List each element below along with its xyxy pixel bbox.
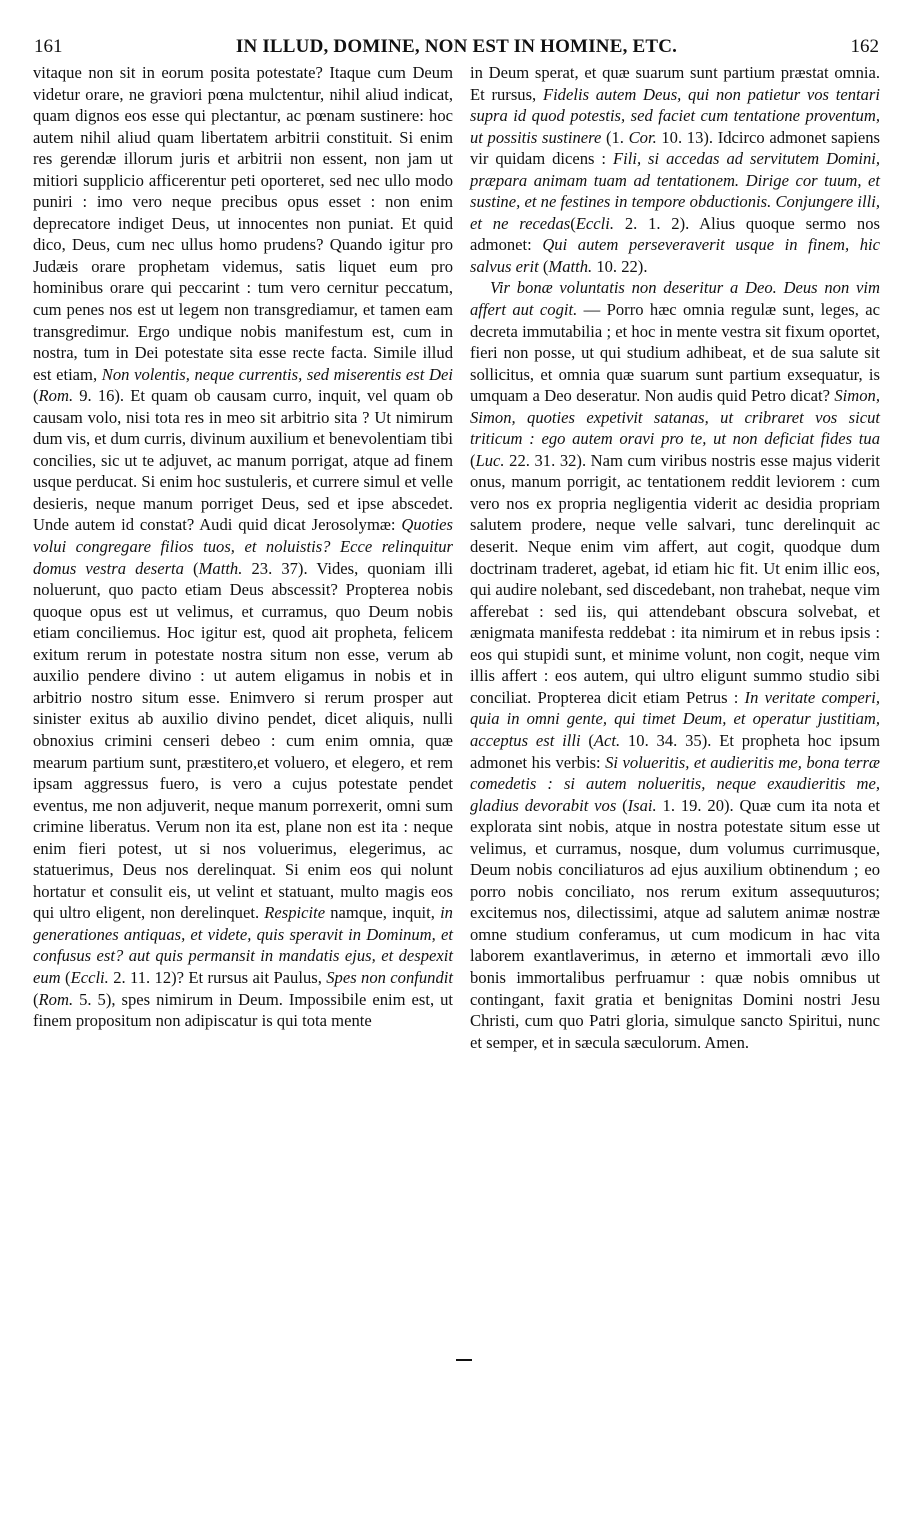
right-column	[470, 62, 880, 1053]
page-number-left: 161	[34, 36, 63, 57]
italic-run: In veritate comperi, quia in omni gente, qui timet Deum, et operatur justitiam, acceptus est illi	[470, 687, 880, 750]
italic-run: Respicite	[264, 903, 326, 923]
italic-run: Quoties volui congregare filios tuos, et noluistis? Ecce relinquitur domus vestra deserta	[33, 515, 453, 578]
text-run: (1.	[601, 127, 629, 147]
italic-run: Rom.	[38, 386, 74, 406]
text-run: 10. 34. 35). Et propheta hoc ipsum admonet his verbis:	[470, 730, 880, 772]
text-run: (	[183, 558, 199, 578]
page-number-right: 162	[850, 36, 879, 57]
text-run: (	[33, 386, 39, 406]
italic-run: Si volueritis, et audieritis me, bona terræ comedetis : si autem nolueritis, neque exaudieritis me, gladius devorabit vos	[470, 752, 880, 815]
text-run: 5. 5), spes nimirum in Deum. Impossibile enim est, ut finem propositum non adipiscatur is qui tota mente	[33, 989, 453, 1031]
italic-run: Non volentis, neque currentis, sed miserentis est Dei	[101, 364, 453, 384]
italic-run: Matth.	[198, 558, 243, 578]
text-run: 10. 22).	[592, 256, 648, 276]
italic-run: Cor.	[628, 127, 657, 147]
text-run: (	[616, 795, 628, 815]
italic-run: Luc.	[475, 450, 505, 470]
italic-run: Rom.	[38, 989, 74, 1009]
paragraph	[470, 277, 880, 1053]
italic-run: Fili, si accedas ad servitutem Domini, præpara animam tuam ad tentationem. Dirige cor tuum, et sustine, et ne festines in tempore obductionis. Conjungere illi, et ne recedas	[470, 149, 880, 233]
text-run: (	[580, 730, 594, 750]
text-run: (	[60, 967, 71, 987]
text-run: (	[470, 450, 476, 470]
text-run: 2. 1. 2). Alius quoque sermo nos admonet:	[470, 213, 880, 255]
text-run: 1. 19. 20). Quæ cum ita nota et explorata sint nobis, atque in nostra potestate situm esse ut velimus, et curramus, nosque, dum volumus currimusque, Deum nobis conciliaturos ad ejus auxilium obtinendum ; eo porro nobis conciliato, nos rerum exitum assequuturos; excitemus nos, dilectissimi, atque ad salutem animæ nostræ omne studium conferamus, ut cum modicum in hac vita laborem exantlaverimus, in æterno et immortali ævo illo bonis immortalibus perfruamur : quæ nobis omnibus ut contingant, faxit gratia et benignitas Domini nostri Jesu Christi, cum quo Patri gloria, simulque sancto Spiritui, nunc et semper, et in sæcula sæculorum. Amen.	[470, 795, 880, 1052]
italic-run: Vir bonæ voluntatis non deseritur a Deo. Deus non vim affert aut cogit.	[470, 278, 880, 320]
text-run: (	[33, 989, 39, 1009]
italic-run: in generationes antiquas, et videte, quis speravit in Dominum, et confusus est? aut quis permansit in mandatis ejus, et despexit eum	[33, 903, 453, 987]
left-column	[33, 62, 453, 1032]
text-run: namque, inquit,	[325, 903, 441, 923]
footer-dash	[456, 1359, 472, 1361]
text-run: 10. 13). Idcirco admonet sapiens vir quidam dicens :	[470, 127, 880, 169]
page-header	[34, 36, 879, 60]
italic-run: Spes non confundit	[326, 967, 453, 987]
text-run: (	[538, 256, 549, 276]
italic-run: Qui autem perseveraverit usque in finem, hic salvus erit	[470, 235, 880, 276]
italic-run: Fidelis autem Deus, qui non patietur vos tentari supra id quod potestis, sed faciet cum tentatione proventum, ut possitis sustinere	[470, 84, 880, 147]
italic-run: Matth.	[548, 256, 593, 276]
text-run: 23. 37). Vides, quoniam illi noluerunt, quo pacto etiam Deus abscessit? Propterea nobis quoque opus est ut velimus, et curramus, quo Deum nobis etiam conciliemus. Hoc igitur est, quod ait propheta, felicem exitum rerum in potestate nostra situm non esse, verum ab auxilio pendere divino : ut autem eligamus in nobis et in arbitrio nostro situm esse. Enimvero si rerum prosper aut sinister exitus ab auxilio divino pendet, dicet aliquis, nulli obnoxius crimini censeri debeo : cum enim omnia, quæ mearum partium sunt, præstitero,et voluero, et elegero, et rem ipsam aggressus fuero, is vero a cujus potestate pendet eventus, me non adjuverit, neque manum porrexerit, omni sum crimine liberatus. Verum non ita est, plane non est ita : neque enim fieri potest, ut si nos voluerimus, elegerimus, ac statuerimus, Deus nos derelinquat. Si enim eos qui nolunt hortatur et consulit eis, ut velint et statuant, multo magis eos qui ultro eligent, non derelinquet.	[33, 558, 453, 923]
text-run: 22. 31. 32). Nam cum viribus nostris esse majus viderit onus, manum porrigit, ac tentationem reddit leviorem : cum vero nos ex propria negligentia viderit ac desidia propriam salutem prodere, neque velle salvari, tunc derelinquit ac deserit. Neque enim vim affert, aut cogit, quodque dum doctrinam traderet, agebat, id etiam hic fit. Ut enim illic eos, qui audire nolebant, sed discedebant, non trahebat, neque vim afferebat : sed iis, qui attendebant obscura solvebat, et ænigmata manifesta reddebat : ita nimirum et in rebus ipsis : eos qui stupidi sunt, et minime volunt, non cogit, neque vim illis affert : eos autem, qui ultro eligunt summo studio sibi conciliat. Propterea dicit etiam Petrus :	[470, 450, 880, 707]
italic-run: Isai.	[627, 795, 657, 815]
italic-run: Eccli.	[70, 967, 109, 987]
italic-run: Act.	[593, 730, 621, 750]
text-run: 2. 11. 12)? Et rursus ait Paulus,	[108, 967, 327, 987]
italic-run: Eccli.	[575, 213, 615, 233]
running-title: IN ILLUD, DOMINE, NON EST IN HOMINE, ETC.	[235, 36, 678, 57]
text-run: vitaque non sit in eorum posita potestate? Itaque cum Deum videtur orare, ne graviori pœna mulctentur, nihil aliud indicat, quam dignos eos esse qui plectantur, ac pœnam sustinere: hoc autem nihil aliud quam libertatem arbitrii constituit. Si enim res gerendæ illorum juris et arbitrii non essent, non jam ut mitiori supplicio afficerentur peti oporteret, sed nec ullo modo puniri : imo vero neque precibus opus esset : non enim deprecatore indiget Deus, ut innocentes non puniat. Et quid dico, Deus, cum nec ullus homo prudens? Quando igitur pro Judæis orare prophetam videmus, satis liquet eum pro hominibus orare qui peccarint : tum vero cernitur peccatum, cum penes nos est ut legem non transgrediamur, et tamen eam transgredimur. Ergo undique nobis manifestum est, cum in nostra, tum in Dei potestate sita esse recte facta. Simile illud est etiam,	[33, 63, 453, 384]
text-run: — Porro hæc omnia regulæ sunt, leges, ac decreta immutabilia ; et hoc in mente vestra sit fixum oportet, fieri non posse, ut qui studium adhibeat, et de sua salute sit sollicitus, et omnia quæ suarum sunt partium exsequatur, is umquam a Deo deseratur. Non audis quid Petro dicat?	[470, 300, 880, 406]
text-run: in Deum sperat, et quæ suarum sunt partium præstat omnia. Et rursus,	[470, 63, 880, 104]
text-run: 9. 16). Et quam ob causam curro, inquit, vel quam ob causam volo, nisi tota res in meo sit arbitrio sita ? Ut nimirum dum vis, et dum curris, divinum auxilium et benevolentiam tibi concilies, sic ut te adjuvet, ac manum porrigat, atque ad finem usque perducat. Si enim hoc sustuleris, et currere simul et velle desieris, neque manum porriget Deus, sed et ipse abscedet. Unde autem id constat? Audi quid dicat Jerosolymæ:	[33, 386, 453, 535]
italic-run: Simon, Simon, quoties expetivit satanas, ut cribraret vos sicut triticum : ego autem oravi pro te, ut non deficiat fides tua	[470, 386, 880, 449]
text-run: (	[570, 213, 576, 233]
paragraph	[33, 62, 453, 1032]
paragraph	[470, 62, 880, 277]
